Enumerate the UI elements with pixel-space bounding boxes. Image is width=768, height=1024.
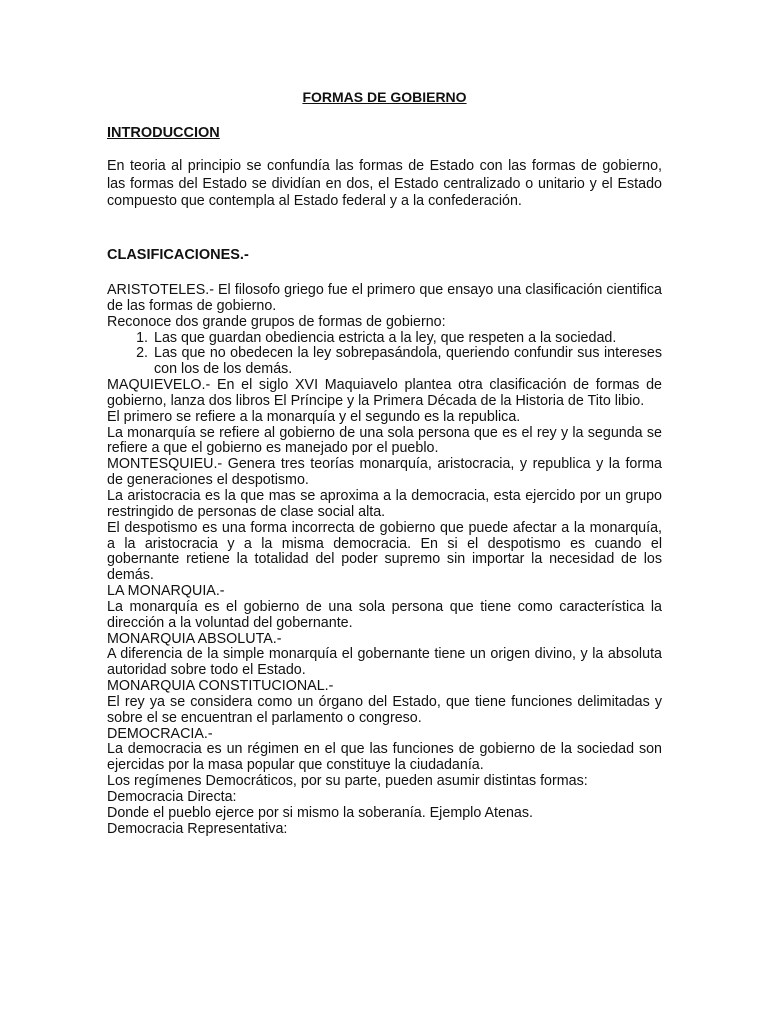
regimenes-paragraph: Los regímenes Democráticos, por su parte, pueden asumir distintas formas: (107, 773, 588, 790)
maquievelo-paragraph: MAQUIEVELO.- En el siglo XVI Maquiavelo plantea otra clasificación de formas de gobierno, lanza dos libros El Príncipe y la Primera Década de la Historia de Tito libio. (107, 377, 662, 409)
list-item: 1. Las que guardan obediencia estricta a la ley, que respeten a la sociedad. (152, 331, 662, 347)
clasificaciones-heading: CLASIFICACIONES.- (107, 247, 249, 263)
la-monarquia-heading: LA MONARQUIA.- (107, 583, 225, 600)
document-body (107, 283, 662, 838)
primero-paragraph: El primero se refiere a la monarquía y el segundo es la republica. (107, 408, 521, 425)
introduccion-paragraph: En teoria al principio se confundía las formas de Estado con las formas de gobierno, las formas del Estado se dividían en dos, el Estado centralizado o unitario y el Estado compuesto que contempla al Estado federal y a la confederación. (107, 158, 662, 210)
document-title: FORMAS DE GOBIERNO (302, 89, 467, 105)
democracia-representativa-heading: Democracia Representativa: (107, 820, 288, 837)
aristocracia-paragraph: La aristocracia es la que mas se aproxima a la democracia, esta ejercido por un grupo restringido de personas de clase social alta. (107, 487, 662, 520)
reconoce-paragraph: Reconoce dos grande grupos de formas de gobierno: (107, 313, 446, 330)
monarquia-constitucional-heading: MONARQUIA CONSTITUCIONAL.- (107, 678, 334, 695)
aristoteles-paragraph: ARISTOTELES.- El filosofo griego fue el primero que ensayo una clasificación cientifica de las formas de gobierno. (107, 282, 662, 314)
montesquieu-paragraph: MONTESQUIEU.- Genera tres teorías monarquía, aristocracia, y republica y la forma de generaciones el despotismo. (107, 456, 662, 489)
democracia-directa-heading: Democracia Directa: (107, 789, 237, 805)
monarquia-constitucional-paragraph: El rey ya se considera como un órgano del Estado, que tiene funciones delimitadas y sobre el se encuentran el parlamento o congreso. (107, 693, 662, 726)
list-item: 2. Las que no obedecen la ley sobrepasándola, queriendo confundir sus intereses con los de los demás. (152, 346, 662, 378)
democracia-heading: DEMOCRACIA.- (107, 725, 213, 742)
la-monarquia-paragraph: La monarquía es el gobierno de una sola persona que tiene como característica la dirección a la voluntad del gobernante. (107, 598, 662, 631)
monarquia-definition-paragraph: La monarquía se refiere al gobierno de una sola persona que es el rey y la segunda se refiere a que el gobierno es manejado por el pueblo. (107, 424, 662, 457)
introduccion-heading: INTRODUCCION (107, 125, 220, 141)
monarquia-absoluta-paragraph: A diferencia de la simple monarquía el gobernante tiene un origen divino, y la absoluta autoridad sobre todo el Estado. (107, 646, 662, 679)
democracia-directa-paragraph: Donde el pueblo ejerce por si mismo la soberanía. Ejemplo Atenas. (107, 804, 533, 821)
formas-list (107, 331, 662, 379)
despotismo-paragraph: El despotismo es una forma incorrecta de gobierno que puede afectar a la monarquía, a la aristocracia y a la misma democracia. En si el despotismo es cuando el gobernante retiene la totalidad del poder supremo sin importar la necesidad de los demás. (107, 519, 662, 584)
monarquia-absoluta-heading: MONARQUIA ABSOLUTA.- (107, 630, 282, 647)
democracia-paragraph: La democracia es un régimen en el que las funciones de gobierno de la sociedad son ejercidas por la masa popular que constituye la ciudadanía. (107, 741, 662, 774)
